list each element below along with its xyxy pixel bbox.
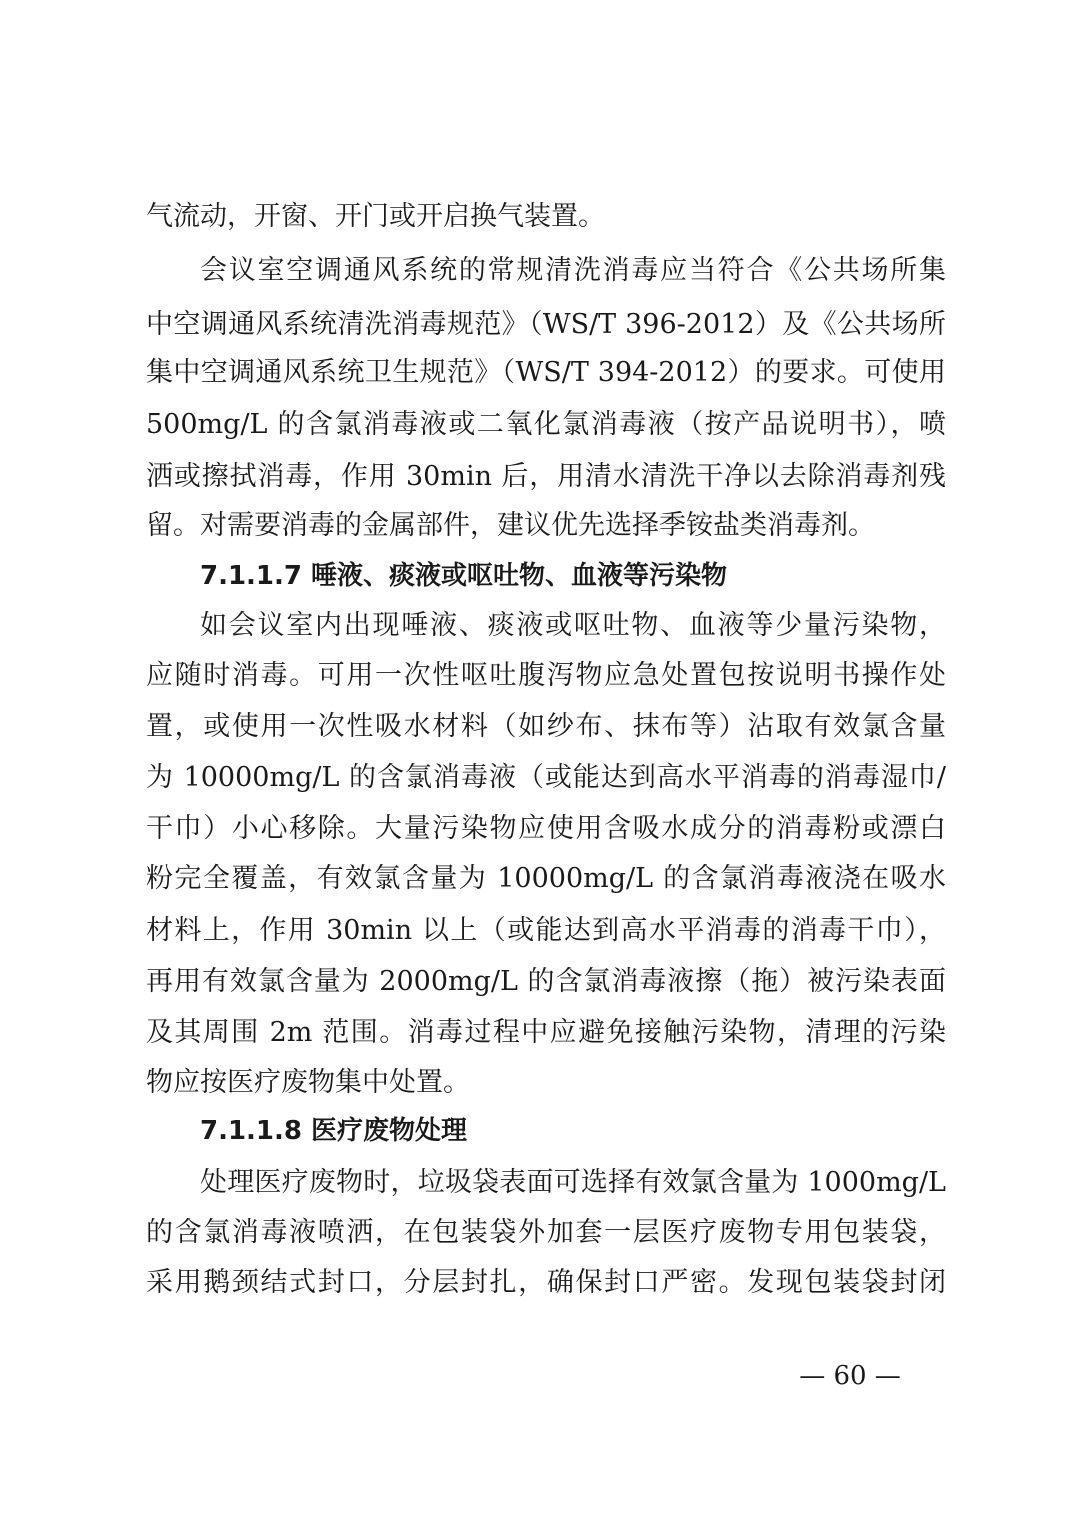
- paragraph-line: 气流动，开窗、开门或开启换气装置。: [146, 201, 605, 232]
- paragraph-line: 物应按医疗废物集中处置。: [146, 1067, 470, 1098]
- paragraph-line: 干巾）小心移除。大量污染物应使用含吸水成分的消毒粉或漂白: [146, 813, 946, 844]
- paragraph-line: 会议室空调通风系统的常规清洗消毒应当符合《公共场所集: [200, 255, 946, 286]
- paragraph-line: 置，或使用一次性吸水材料（如纱布、抹布等）沾取有效氯含量: [146, 711, 946, 742]
- paragraph-line: 粉完全覆盖，有效氯含量为 10000mg/L 的含氯消毒液浇在吸水: [146, 863, 946, 894]
- section-heading-7-1-1-7: 7.1.1.7 唾液、痰液或呕吐物、血液等污染物: [200, 561, 728, 591]
- paragraph-line: 采用鹅颈结式封口，分层封扎，确保封口严密。发现包装袋封闭: [146, 1267, 946, 1298]
- paragraph-line: 再用有效氯含量为 2000mg/L 的含氯消毒液擦（拖）被污染表面: [146, 966, 946, 997]
- paragraph-line: 材料上，作用 30min 以上（或能达到高水平消毒的消毒干巾），: [146, 915, 946, 946]
- paragraph-line: 洒或擦拭消毒，作用 30min 后，用清水清洗干净以去除消毒剂残: [146, 461, 946, 492]
- paragraph-line: 应随时消毒。可用一次性呕吐腹泻物应急处置包按说明书操作处: [146, 660, 946, 691]
- paragraph-line: 如会议室内出现唾液、痰液或呕吐物、血液等少量污染物，: [200, 610, 946, 641]
- section-heading-7-1-1-8: 7.1.1.8 医疗废物处理: [200, 1116, 468, 1146]
- paragraph-line: 处理医疗废物时，垃圾袋表面可选择有效氯含量为 1000mg/L: [200, 1167, 946, 1198]
- paragraph-line: 集中空调通风系统卫生规范》（WS/T 394-2012）的要求。可使用: [146, 357, 946, 388]
- page-number: — 60 —: [799, 1361, 901, 1391]
- paragraph-line: 及其周围 2m 范围。消毒过程中应避免接触污染物，清理的污染: [146, 1017, 946, 1048]
- paragraph-line: 的含氯消毒液喷洒，在包装袋外加套一层医疗废物专用包装袋，: [146, 1217, 946, 1248]
- paragraph-line: 留。对需要消毒的金属部件，建议优先选择季铵盐类消毒剂。: [146, 510, 875, 541]
- paragraph-line: 500mg/L 的含氯消毒液或二氧化氯消毒液（按产品说明书），喷: [146, 409, 946, 440]
- paragraph-line: 中空调通风系统清洗消毒规范》（WS/T 396-2012）及《公共场所: [146, 309, 946, 340]
- paragraph-line: 为 10000mg/L 的含氯消毒液（或能达到高水平消毒的消毒湿巾/: [146, 762, 946, 793]
